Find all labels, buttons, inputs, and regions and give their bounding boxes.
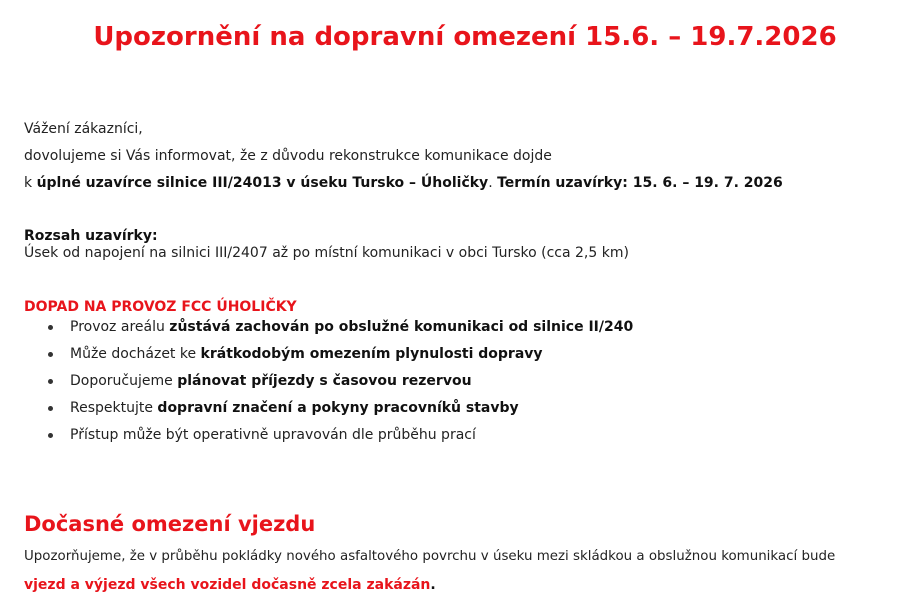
scope-text: Úsek od napojení na silnici III/2407 až po místní komunikaci v obci Tursko (cca 2,5 km) <box>24 245 629 261</box>
list-item <box>70 399 633 426</box>
item-prefix: Může docházet ke <box>70 346 201 362</box>
bullet-icon <box>48 379 53 384</box>
bullet-icon <box>48 406 53 411</box>
bullet-icon <box>48 352 53 357</box>
item-emphasis: plánovat příjezdy s časovou rezervou <box>177 373 472 389</box>
bullet-icon <box>48 325 53 330</box>
greeting: Vážení zákazníci, <box>24 121 143 137</box>
closure-term: Termín uzavírky: 15. 6. – 19. 7. 2026 <box>497 175 783 191</box>
list-item <box>70 345 633 372</box>
item-emphasis: zůstává zachován po obslužné komunikaci od silnice II/240 <box>169 319 634 335</box>
item-emphasis: krátkodobým omezením plynulosti dopravy <box>200 346 543 362</box>
intro-line-2 <box>24 174 783 192</box>
impact-heading: DOPAD NA PROVOZ FCC ÚHOLIČKY <box>24 299 297 315</box>
closure-description: úplné uzavírce silnice III/24013 v úseku Tursko – Úholičky <box>36 175 489 191</box>
item-emphasis: dopravní značení a pokyny pracovníků stavby <box>157 400 519 416</box>
restriction-emphasis: vjezd a výjezd všech vozidel dočasně zcela zakázán <box>24 577 431 593</box>
impact-list <box>24 318 633 453</box>
intro-line-1: dovolujeme si Vás informovat, že z důvodu rekonstrukce komunikace dojde <box>24 148 552 164</box>
page-title: Upozornění na dopravní omezení 15.6. – 19.7.2026 <box>93 22 837 52</box>
restriction-line-1: Upozorňujeme, že v průběhu pokládky nového asfaltového povrchu v úseku mezi skládkou a obslužnou komunikací bude <box>24 549 836 564</box>
restriction-heading: Dočasné omezení vjezdu <box>24 512 316 536</box>
intro-prefix: k <box>24 175 37 191</box>
intro-separator: . <box>488 175 498 191</box>
restriction-period: . <box>430 577 436 593</box>
item-prefix: Doporučujeme <box>70 373 178 389</box>
item-prefix: Respektujte <box>70 400 158 416</box>
list-item <box>70 372 633 399</box>
item-prefix: Přístup může být operativně upravován dle průběhu prací <box>70 427 476 443</box>
bullet-icon <box>48 433 53 438</box>
item-prefix: Provoz areálu <box>70 319 170 335</box>
scope-heading: Rozsah uzavírky: <box>24 228 158 244</box>
list-item <box>70 426 633 453</box>
list-item <box>70 318 633 345</box>
restriction-line-2 <box>24 576 436 594</box>
